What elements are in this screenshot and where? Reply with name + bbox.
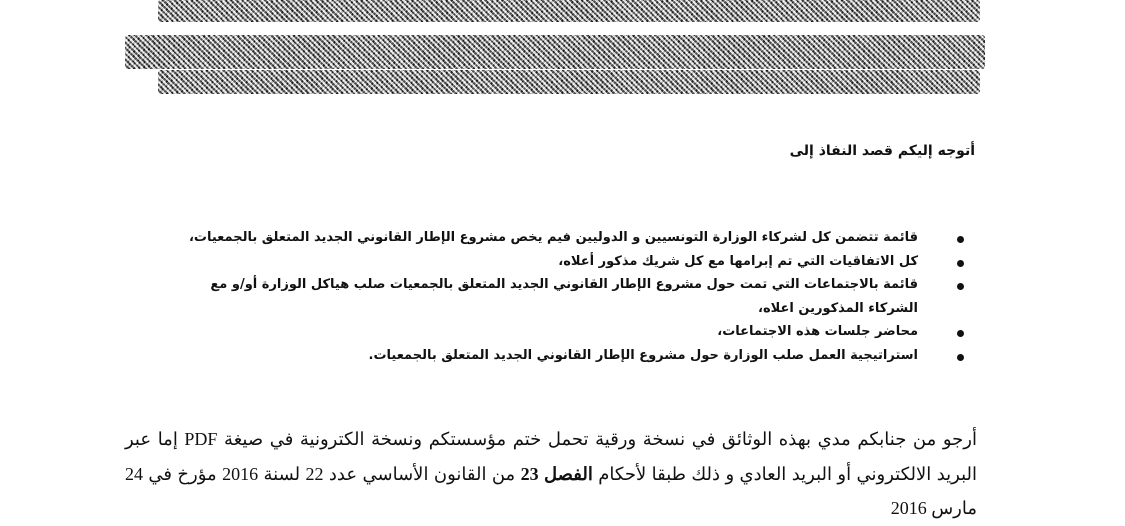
bullet-icon: [957, 354, 964, 361]
list-item-text: كل الاتفاقيات التي تم إبرامها مع كل شريك مذكور أعلاه،: [558, 253, 918, 269]
list-item-text: محاضر جلسات هذه الاجتماعات،: [717, 324, 918, 339]
list-item-text: استراتيجية العمل صلب الوزارة حول مشروع الإطار القانوني الجديد المتعلق بالجمعيات.: [368, 347, 918, 363]
list-item: [178, 226, 978, 250]
list-item: [178, 250, 978, 274]
intro-line: أتوجه إليكم قصد النفاذ إلى: [789, 143, 975, 159]
redacted-header-line-3: [158, 70, 980, 94]
paragraph-part-1: أرجو من جنابكم مدي بهذه الوثائق في نسخة ورقية تحمل ختم مؤسستكم ونسخة الكترونية في صيغة PDF إما عبر البريد الالكتروني أو البريد العادي و ذلك طبقا لأحكام: [125, 429, 977, 484]
bullet-icon: [957, 236, 964, 243]
bullet-icon: [957, 260, 964, 267]
paragraph-part-2: من القانون الأساسي عدد 22 لسنة 2016 مؤرخ في 24 مارس 2016: [125, 463, 977, 518]
list-item: [178, 344, 978, 368]
paragraph-bold-article: الفصل 23: [520, 463, 593, 484]
bullet-icon: [957, 283, 964, 290]
list-item: [178, 320, 978, 344]
redacted-header-line-1: [158, 0, 980, 22]
body-paragraph: [125, 422, 977, 526]
request-list: [178, 226, 978, 367]
redacted-header-line-2: [125, 35, 985, 69]
list-item-text: قائمة بالاجتماعات التي تمت حول مشروع الإطار القانوني الجديد المتعلق بالجمعيات صلب هياكل الوزارة أو/و مع الشركاء المذكورين اعلاه،: [210, 277, 918, 316]
list-item-text: قائمة تتضمن كل لشركاء الوزارة التونسيين و الدوليين فيم يخص مشروع الإطار القانوني الجديد المتعلق بالجمعيات،: [188, 230, 918, 245]
list-item: [178, 273, 978, 320]
bullet-icon: [957, 330, 964, 337]
